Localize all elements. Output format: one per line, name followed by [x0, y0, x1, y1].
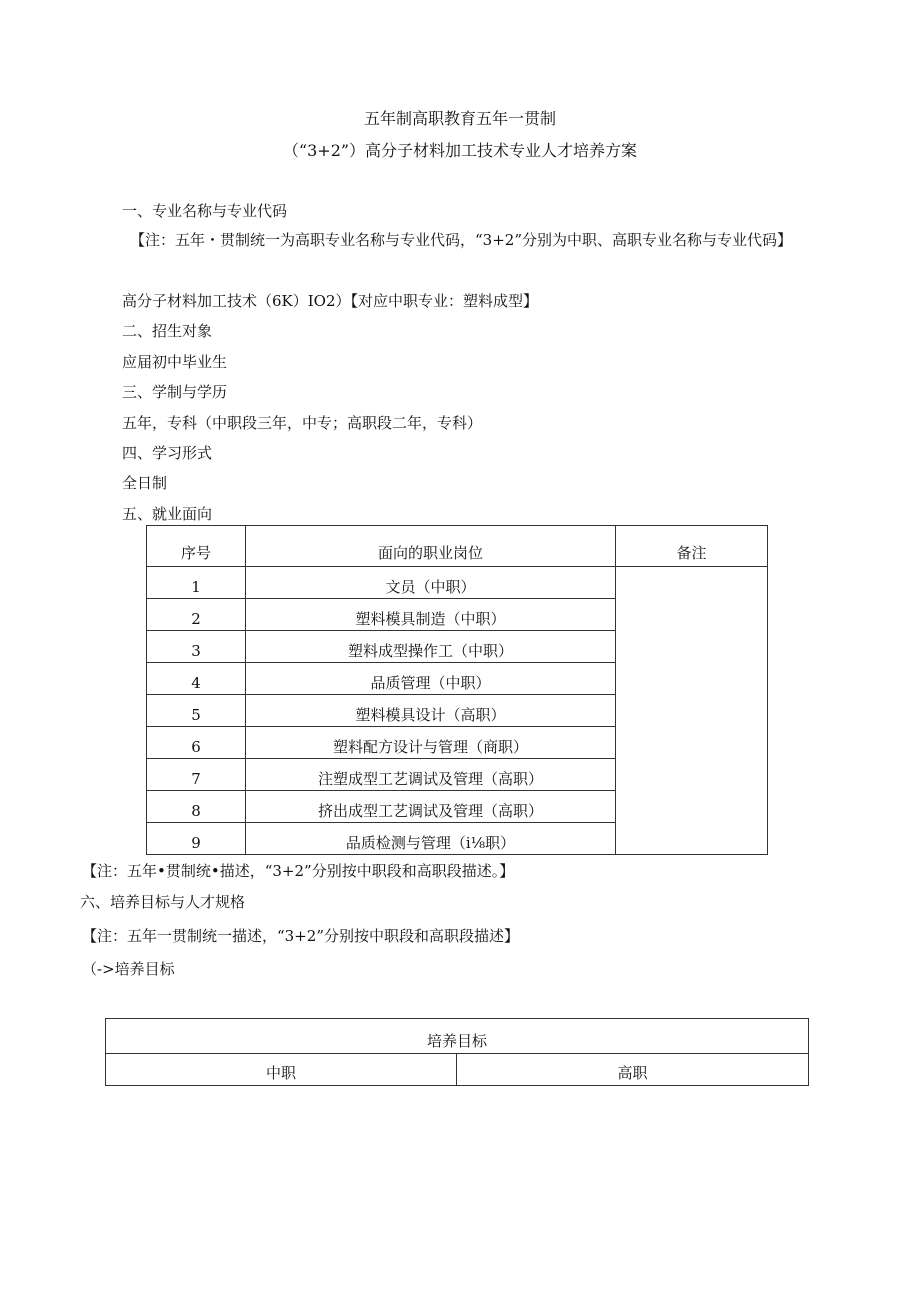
row-job: 品质检测与管理（i⅛职）	[246, 823, 616, 855]
document-title-line2: （“3+2”）高分子材料加工技术专业人才培养方案	[282, 141, 638, 160]
row-job: 品质管理（中职）	[246, 663, 616, 695]
section4-heading: 四、学习形式	[122, 444, 213, 462]
row-job: 塑料配方设计与管理（商职）	[246, 727, 616, 759]
row-number: 8	[147, 791, 246, 823]
row-number: 1	[147, 567, 246, 599]
goals-header-row	[106, 1054, 809, 1086]
row-job: 挤出成型工艺调试及管理（高职）	[246, 791, 616, 823]
goals-col-secondary: 中职	[106, 1054, 457, 1086]
section2-content: 应届初中毕业生	[122, 353, 228, 371]
section3-heading: 三、学制与学历	[122, 383, 228, 401]
row-job: 文员（中职）	[246, 567, 616, 599]
row-job: 塑料模具制造（中职）	[246, 599, 616, 631]
goals-col-higher: 高职	[457, 1054, 809, 1086]
section5-heading: 五、就业面向	[122, 505, 213, 523]
section3-content: 五年，专科（中职段三年，中专；高职段二年，专科）	[122, 414, 483, 432]
row-number: 2	[147, 599, 246, 631]
goals-title-row	[106, 1019, 809, 1054]
row-number: 4	[147, 663, 246, 695]
section4-content: 全日制	[122, 474, 168, 492]
row-number: 6	[147, 727, 246, 759]
employment-table	[146, 525, 768, 855]
row-number: 9	[147, 823, 246, 855]
training-goals-table	[105, 1018, 809, 1086]
row-job: 注塑成型工艺调试及管理（高职）	[246, 759, 616, 791]
section1-content: 高分子材料加工技术（6K）IO2）【对应中职专业：塑料成型】	[122, 292, 539, 310]
row-number: 5	[147, 695, 246, 727]
section6-sub1: （->培养目标	[82, 960, 175, 978]
goals-title: 培养目标	[106, 1019, 809, 1054]
section5-note: 【注：五年•贯制统•描述，“3+2”分别按中职段和高职段描述。】	[82, 862, 515, 880]
header-number: 序号	[147, 526, 246, 567]
remarks-cell	[616, 567, 768, 855]
section1-note: 【注：五年・贯制统一为高职专业名称与专业代码，“3+2”分别为中职、高职专业名称与专业代码】	[130, 231, 792, 249]
section6-heading: 六、培养目标与人才规格	[80, 893, 246, 911]
row-number: 3	[147, 631, 246, 663]
row-job: 塑料模具设计（高职）	[246, 695, 616, 727]
document-title-line1: 五年制高职教育五年一贯制	[363, 109, 556, 128]
table-header-row	[147, 526, 768, 567]
row-job: 塑料成型操作工（中职）	[246, 631, 616, 663]
header-job: 面向的职业岗位	[246, 526, 616, 567]
section1-heading: 一、专业名称与专业代码	[122, 202, 288, 220]
table-row	[147, 567, 768, 599]
row-number: 7	[147, 759, 246, 791]
section6-note: 【注：五年一贯制统一描述，“3+2”分别按中职段和高职段描述】	[82, 927, 519, 945]
section2-heading: 二、招生对象	[122, 322, 213, 340]
header-remarks: 备注	[616, 526, 768, 567]
